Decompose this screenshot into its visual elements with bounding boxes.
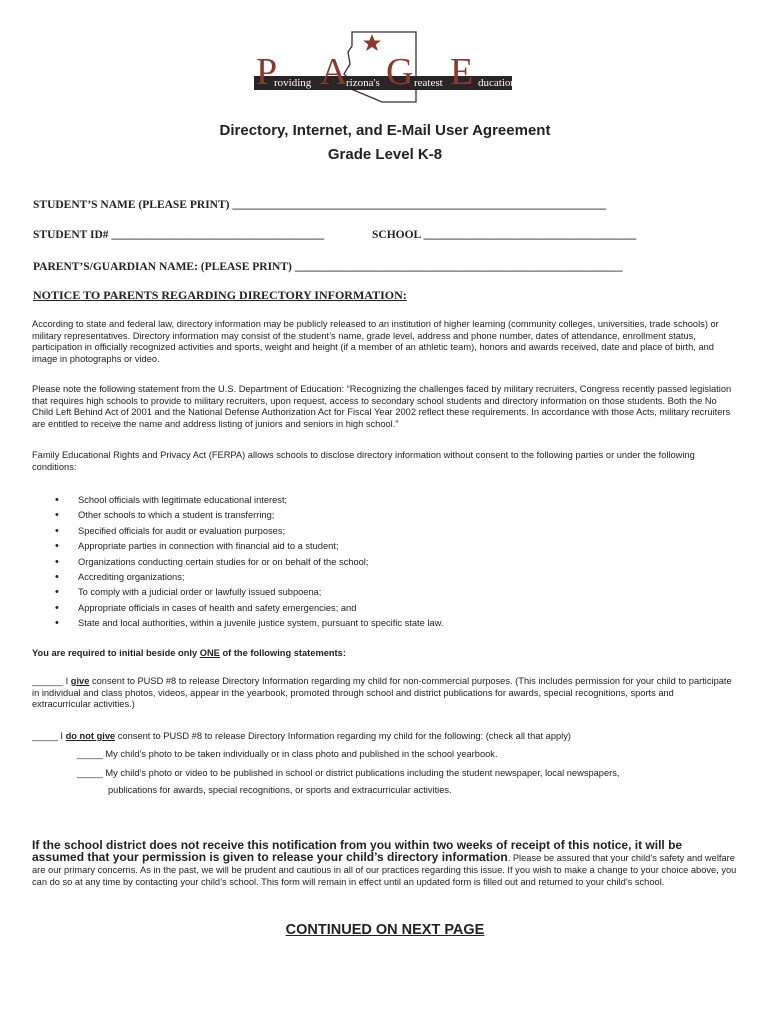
notice-paragraph-1: According to state and federal law, directory information may be publicly released to an institution of higher learning (community colleges, universities, trade schools) or military representatives. Directory information may consist of the student’s name, grade level, address and phone number, dates of attendance, enrollment status, participation in officially recognized activities and sports, weight and height (if a member of an athletic team), honors and awards received, date and place of birth, and image in photographs or video.: [32, 319, 719, 364]
not-give-option-publications-cont: publications for awards, special recognitions, or sports and extracurricular activities.: [108, 785, 452, 795]
list-item: • State and local authorities, within a juvenile justice system, pursuant to specific state law.: [55, 616, 443, 631]
logo-band: [254, 76, 516, 90]
list-item: • Organizations conducting certain studies for or on behalf of the school;: [55, 555, 443, 570]
list-item: • Specified officials for audit or evaluation purposes;: [55, 524, 443, 539]
give-consent-statement[interactable]: [32, 676, 732, 711]
logo-letter-a: A: [320, 51, 348, 93]
notice-paragraph-2: Please note the following statement from the U.S. Department of Education: “Recognizing the challenges faced by military recruiters, Congress recently passed legislation that requires high schools to provide to military recruiters, upon request, access to secondary school students and directory information on those students. Both the No Child Left Behind Act of 2001 and the National Defense Authorization Act for Fiscal Year 2002 reflect these requirements. In accordance with those Acts, military recruiters are entitled to receive the name and address listing of juniors and seniors in high school.”: [32, 384, 732, 429]
not-give-initial-blank[interactable]: _____ I: [32, 731, 66, 741]
not-give-option-yearbook[interactable]: _____ My child’s photo to be taken individually or in class photo and published in the school yearbook.: [77, 749, 498, 759]
logo-letter-g: G: [386, 51, 414, 93]
logo-word-1: roviding: [274, 77, 312, 89]
logo-letter-e: E: [450, 51, 474, 93]
school-field[interactable]: SCHOOL _____________________________________: [372, 229, 637, 241]
student-id-field[interactable]: STUDENT ID# _____________________________________: [33, 229, 325, 241]
give-text: consent to PUSD #8 to release Directory Information regarding my child for non-commercial purposes. (This includes permission for your child to participate in individual and class photos, videos, appear in the yearbook, promoted through school and district publications for awards, special recognitions, sports and extracurricular activities.): [32, 676, 732, 710]
logo-word-2: rizona's: [346, 77, 380, 89]
list-item: • Other schools to which a student is transferring;: [55, 508, 443, 523]
footer-notice: [32, 838, 742, 888]
notice-paragraph-3: Family Educational Rights and Privacy Act (FERPA) allows schools to disclose directory information without consent to the following parties or under the following conditions:: [32, 450, 695, 472]
notice-heading: NOTICE TO PARENTS REGARDING DIRECTORY INFORMATION:: [33, 288, 407, 302]
logo-word-3: reatest: [414, 77, 443, 89]
not-give-emphasis: do not give: [65, 731, 116, 741]
conditions-list: [55, 493, 443, 632]
student-name-field[interactable]: STUDENT’S NAME (PLEASE PRINT) _________________________________________________________________: [33, 199, 607, 211]
document-title: Directory, Internet, and E-Mail User Agreement: [219, 122, 551, 139]
list-item: • To comply with a judicial order or lawfully issued subpoena;: [55, 585, 443, 600]
list-item: • School officials with legitimate educational interest;: [55, 493, 443, 508]
give-emphasis: give: [70, 676, 90, 686]
footer-notice-bold-line-2: assumed that your permission is given to release your child’s directory information: [32, 850, 508, 864]
give-initial-blank[interactable]: ______ I: [32, 676, 71, 686]
footer-notice-bold-line-1: If the school district does not receive this notification from you within two weeks of receipt of this notice, it will be: [32, 838, 683, 852]
page-logo: [240, 28, 520, 108]
parent-name-field[interactable]: PARENT’S/GUARDIAN NAME: (PLEASE PRINT) _________________________________________________________: [33, 261, 623, 273]
footer-notice-body: [32, 852, 742, 888]
logo-letter-p: P: [256, 51, 278, 93]
not-give-option-publications[interactable]: _____ My child’s photo or video to be published in school or district publications including the student newspaper, local newspapers,: [77, 768, 620, 778]
instruction-emphasis: ONE: [199, 648, 220, 658]
continued-label: CONTINUED ON NEXT PAGE: [285, 922, 485, 938]
list-item: • Appropriate parties in connection with financial aid to a student;: [55, 539, 443, 554]
footer-notice-rest: . Please be assured that your child’s safety and welfare are our primary concerns. As in the past, we will be prudent and cautious in all of our practices regarding this issue. If you wish to make a change to your choice above, you can do so at any time by contacting your child’s school. This form will remain in effect until an updated form is filled out and returned to your child’s school.: [32, 853, 737, 887]
document-subtitle: Grade Level K-8: [327, 146, 443, 163]
not-give-text: consent to PUSD #8 to release Directory Information regarding my child for the following: (check all that apply): [115, 731, 571, 741]
instruction-suffix: of the following statements:: [219, 648, 346, 658]
instruction-text: [32, 648, 732, 660]
instruction-prefix: You are required to initial beside only: [32, 648, 200, 658]
star-icon: [363, 34, 381, 51]
list-item: • Accrediting organizations;: [55, 570, 443, 585]
not-give-consent-statement[interactable]: [32, 731, 732, 743]
list-item: • Appropriate officials in cases of health and safety emergencies; and: [55, 601, 443, 616]
logo-word-4: ducation: [478, 77, 516, 89]
